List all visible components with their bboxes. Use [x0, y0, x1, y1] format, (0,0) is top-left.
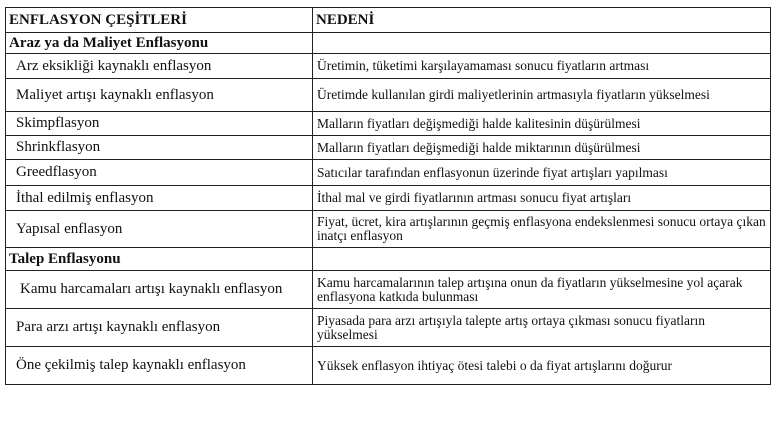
reason-cell: Piyasada para arzı artışıyla talepte artış ortaya çıkması sonucu fiyatların yükselmesi	[313, 309, 771, 347]
table-row	[6, 112, 771, 136]
inflation-type-cell: Yapısal enflasyon	[6, 211, 313, 248]
empty-cell	[313, 33, 771, 54]
empty-cell	[313, 248, 771, 271]
reason-cell: Malların fiyatları değişmediği halde miktarının düşürülmesi	[313, 136, 771, 160]
reason-cell: Yüksek enflasyon ihtiyaç ötesi talebi o da fiyat artışlarını doğurur	[313, 347, 771, 385]
inflation-type-cell: Arz eksikliği kaynaklı enflasyon	[6, 54, 313, 79]
inflation-type-cell: Greedflasyon	[6, 160, 313, 186]
column-header-types: ENFLASYON ÇEŞİTLERİ	[6, 8, 313, 33]
reason-cell: Üretimin, tüketimi karşılayamaması sonucu fiyatların artması	[313, 54, 771, 79]
table-row	[6, 136, 771, 160]
table-row	[6, 186, 771, 211]
group-row	[6, 33, 771, 54]
reason-cell: İthal mal ve girdi fiyatlarının artması sonucu fiyat artışları	[313, 186, 771, 211]
table-row	[6, 309, 771, 347]
inflation-type-cell: Skimpflasyon	[6, 112, 313, 136]
column-header-reason: NEDENİ	[313, 8, 771, 33]
inflation-type-cell: Para arzı artışı kaynaklı enflasyon	[6, 309, 313, 347]
inflation-type-cell: Kamu harcamaları artışı kaynaklı enflasyon	[6, 271, 313, 309]
inflation-type-cell: Maliyet artışı kaynaklı enflasyon	[6, 79, 313, 112]
reason-cell: Üretimde kullanılan girdi maliyetlerinin artmasıyla fiyatların yükselmesi	[313, 79, 771, 112]
inflation-type-cell: Öne çekilmiş talep kaynaklı enflasyon	[6, 347, 313, 385]
table-row	[6, 54, 771, 79]
table-row	[6, 347, 771, 385]
reason-cell: Malların fiyatları değişmediği halde kalitesinin düşürülmesi	[313, 112, 771, 136]
reason-cell: Satıcılar tarafından enflasyonun üzerinde fiyat artışları yapılması	[313, 160, 771, 186]
reason-cell: Fiyat, ücret, kira artışlarının geçmiş enflasyona endekslenmesi sonucu ortaya çıkan inatçı enflasyon	[313, 211, 771, 248]
inflation-types-table	[5, 7, 771, 385]
table-row	[6, 271, 771, 309]
inflation-type-cell: Shrinkflasyon	[6, 136, 313, 160]
table-row	[6, 79, 771, 112]
group-title-demand-inflation: Talep Enflasyonu	[6, 248, 313, 271]
reason-cell: Kamu harcamalarının talep artışına onun da fiyatların yükselmesine yol açarak enflasyona katkıda bulunması	[313, 271, 771, 309]
group-row	[6, 248, 771, 271]
inflation-type-cell: İthal edilmiş enflasyon	[6, 186, 313, 211]
group-title-cost-inflation: Araz ya da Maliyet Enflasyonu	[6, 33, 313, 54]
table-row	[6, 211, 771, 248]
table-header-row	[6, 8, 771, 33]
table-row	[6, 160, 771, 186]
